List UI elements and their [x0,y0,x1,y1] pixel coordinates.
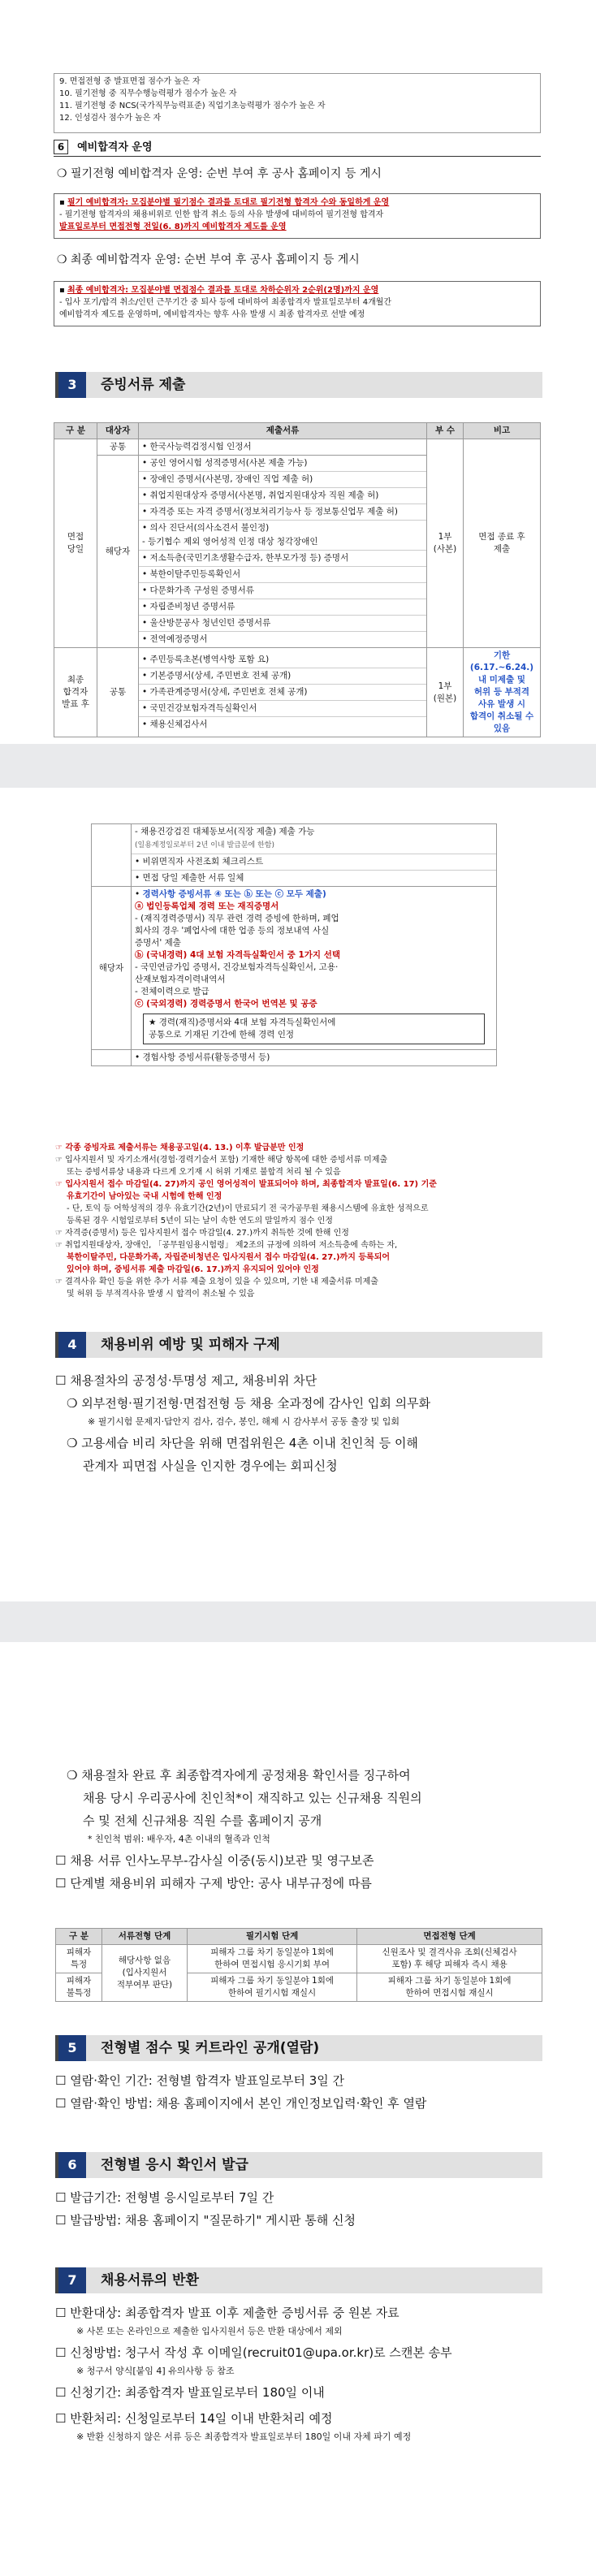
section-header-docs [55,372,542,398]
section-number: 7 [58,2267,86,2293]
notes-block: ☞ 각종 증빙자료 제출서류는 채용공고일(4. 13.) 이후 발급분만 인정 ☞ 입사지원서 및 자기소개서(경험·경력기술서 포함) 기재한 해당 항목에 대한 증빙서류 미제출 또는 증빙서류상 내용과 다르게 오기재 시 허위 기재로 불합격 처리 될 수 있음 ☞ 입사지원서 접수 마감일(4. 27)까지 공인 영어성적이 발표되어야 하며, 최종합격자 발표일(6. 17) 기준 유효기간이 남아있는 국내 시험에 한해 인정 - 단, 토익 등 어학성적의 경우 유효기간(2년)이 만료되기 전 국가공무원 채용시스템에 유효한 성적으로 등록된 경우 시험일로부터 5년이 되는 날이 속한 연도의 말일까지 점수 인정 ☞ 자격증(증명서) 등은 입사지원서 접수 마감일(4. 27.)까지 취득한 것에 한해 인정 ☞ 취업지원대상자, 장애인, 「공무원임용시험령」 제2조의 규정에 의하여 저소득층에 속하는 자, 북한이탈주민, 다문화가족, 자립준비청년은 입사지원서 접수 마감일(4. 27.)까지 등록되어 있어야 하며, 증빙서류 제출 마감일(6. 17.)까지 유지되어 있어야 인정 ☞ 결격사유 확인 등을 위한 추가 서류 제출 요청이 있을 수 있으며, 기한 내 제출서류 미제출 및 허위 등 부적격사유 발생 시 합격이 취소될 수 있음 [55,1143,437,1299]
table-header-row: 구 분 서류전형 단계 필기시험 단계 면접전형 단계 [56,1929,542,1945]
checkbox-icon: ☐ [55,1876,71,1891]
page-gap [0,744,596,788]
section-header-return [55,2267,542,2293]
table-row: 피해자 불특정 피해자 그룹 차기 동일분야 1회에 한하여 필기시험 재실시 피해자 그룹 차기 동일분야 1회에 한하여 면접시험 재실시 [56,1973,542,2002]
info-box: ▪ 최종 예비합격자: 모집분야별 면접점수 결과를 토대로 차하순위자 2순위(2명)까지 운영 - 입사 포기/합격 취소/인턴 근무기간 중 퇴사 등에 대비하여 최종합격자 발표일로부터 4개월간 예비합격자 제도를 운영하며, 예비합격자는 향후 사유 발생 시 최종 합격자로 선발 예정 [54,281,541,326]
checkbox-icon: ☐ [55,2385,71,2400]
section-number: 4 [58,1332,86,1358]
section-header-cert [55,2152,542,2178]
open-content: ☐ 열람·확인 기간: 전형별 합격자 발표일로부터 3일 간 ☐ 열람·확인 방법: 채용 홈페이지에서 본인 개인정보입력·확인 후 열람 [55,2073,427,2111]
circle-bullet-icon: ❍ [57,253,67,266]
arrow-icon: ▪ [59,198,67,207]
circle-bullet-icon: ❍ [67,1436,82,1450]
page-1 [0,0,596,422]
prevent-content-2: ❍ 채용절차 완료 후 최종합격자에게 공정채용 확인서를 징구하여 채용 당시 우리공사에 친인척*이 재직하고 있는 신규채용 직원의 수 및 전체 신규채용 직원 수를 홈페이지 공개 * 친인척 범위: 배우자, 4촌 이내의 혈족과 인척 ☐ 채용 서류 인사노무부-감사실 이중(동시)보관 및 영구보존 ☐ 단계별 채용비위 피해자 구제 방안: 공사 내부규정에 따름 [55,1768,422,1891]
checkbox-icon: ☐ [55,2345,71,2360]
star-note: ★ 경력(재직)증명서와 4대 보험 자격득실확인서에 공통으로 기재된 기간에 한해 경력 인정 [143,1014,485,1044]
info-box: ▪ 필기 예비합격자: 모집분야별 필기점수 결과를 토대로 필기전형 합격자 수와 동일하게 운영 - 필기전형 합격자의 채용비위로 인한 합격 취소 등의 사유 발생에 대비하여 필기전형 합격자 발표일로부터 면접전형 전일(6. 8)까지 예비합격자 제도를 운영 [54,193,541,239]
circle-bullet-icon: ❍ [57,167,67,180]
documents-table-continued [91,823,497,1066]
section-number: 6 [54,140,68,154]
checkbox-icon: ☐ [55,2411,71,2426]
section-number: 5 [58,2035,86,2061]
section-header-prevent [55,1332,542,1358]
tiebreak-list [54,73,541,133]
page-gap [0,1601,596,1642]
list-item: 12. 인성검사 점수가 높은 자 [59,114,162,123]
section-header-reserve [54,138,541,157]
prevent-content: ☐ 채용절차의 공정성·투명성 제고, 채용비위 차단 ❍ 외부전형·필기전형·면접전형 등 채용 全과정에 감사인 입회 의무화 ※ 필기시험 문제지·답안지 검사, 검수, 봉인, 해제 시 감사부서 공동 출장 및 입회 ❍ 고용세습 비리 차단을 위해 면접위원은 4촌 이내 친인척 등 이해 관계자 피면접 사실을 인지한 경우에는 회피신청 [55,1373,431,1473]
checkbox-icon: ☐ [55,2213,71,2228]
section-title: 채용비위 예방 및 피해자 구제 [101,1337,280,1353]
table-row: 면접 당일 공통 • 한국사능력검정시험 인정서 1부 (사본) 면접 종료 후 제출 [54,439,541,456]
section-title: 채용서류의 반환 [101,2272,199,2289]
victim-relief-table [55,1928,542,2002]
circle-bullet-icon: ❍ [67,1396,82,1411]
checkbox-icon: ☐ [55,2096,71,2111]
cert-content: ☐ 발급기간: 전형별 응시일로부터 7일 간 ☐ 발급방법: 채용 홈페이지 "질문하기" 게시판 통해 신청 [55,2190,356,2228]
checkbox-icon: ☐ [55,2190,71,2205]
table-row: 최종 합격자 발표 후 공통 • 주민등록초본(병역사항 포함 요) • 기본증명서(상세, 주민번호 전체 공개) • 가족관계증명서(상세, 주민번호 전체 공개) • 국민건강보험자격득실확인서 • 채용신체검사서 1부 (원본) 기한(6.17.~6.24.) 내 미제출 및 허위 등 부적격 사유 발생 시 합격이 취소될 수 있음 [54,648,541,737]
table-row: 해당자 • 공인 영어시험 성적증명서(사본 제출 가능) • 장애인 증명서(사본명, 장애인 직업 제출 허) • 취업지원대상자 증명서(사본명, 취업지원대상자 직원 제출 허) • 자격증 또는 자격 증명서(정보처리기능사 등 정보통신업무 제출 허) • 의사 진단서(의사소견서 불인정) - 등기협수 제외 영어성적 인정 대상 청각장애인 • 저소득층(국민기초생활수급자, 한부모가정 등) 증명서 • 북한이탈주민등록확인서 • 다문화가족 구성원 증명서류 • 자립준비청년 증명서류 • 울산방문공사 청년인턴 증명서류 • 전역예정증명서 [54,456,541,648]
checkbox-icon: ☐ [55,1853,71,1868]
section-header-open [55,2035,542,2061]
section-title: 전형별 응시 확인서 발급 [101,2157,248,2173]
list-item: 11. 필기전형 중 NCS(국가직무능력표준) 직업기초능력평가 점수가 높은 자 [59,102,326,110]
page-1b [0,422,596,744]
checkbox-icon: ☐ [55,2073,71,2088]
page-3 [0,1642,596,2576]
section-number: 6 [58,2152,86,2178]
arrow-icon: ▪ [59,286,67,295]
return-content: ☐ 반환대상: 최종합격자 발표 이후 제출한 증빙서류 중 원본 자료 ※ 사본 또는 온라인으로 제출한 입사지원서 등은 반환 대상에서 제외 ☐ 신청방법: 청구서 작성 후 이메일(recruit01@upa.or.kr)로 스캔본 송부 ※ 청구서 양식[붙임 4] 유의사항 등 참조 ☐ 신청기간: 최종합격자 발표일로부터 180일 이내 ☐ 반환처리: 신청일로부터 14일 이내 반환처리 예정 ※ 반환 신청하지 않은 서류 등은 최종합격자 발표일로부터 180일 이내 자체 파기 예정 [55,2306,452,2442]
table-row: - 채용건강검진 대체동보서(직장 제출) 제출 가능 (일용계정일로부터 2년 이내 발급분에 한함) • 비위면직자 사전조회 체크리스트 • 면접 당일 제출한 서류 일체 [92,824,497,887]
documents-table [54,422,541,737]
table-header-row: 구 분 대상자 제출서류 부 수 비고 [54,423,541,439]
table-row: • 경험사항 증빙서류(활동증명서 등) [92,1050,497,1066]
table-row: 피해자 특정 해당사항 없음 (입사지원서 적부여부 판단) 피해자 그룹 차기 동일분야 1회에 한하여 면접시험 응시기회 부여 신원조사 및 결격사유 조회(신체검사 포함) 후 해당 피해자 즉시 채용 [56,1945,542,1973]
list-item: 9. 면접전형 중 발표면접 점수가 높은 자 [59,77,201,86]
section-title: 예비합격자 운영 [77,141,153,153]
section-number: 3 [58,372,86,398]
checkbox-icon: ☐ [55,2306,71,2320]
page-2 [0,788,596,1601]
circle-bullet-icon: ❍ [67,1768,82,1783]
section-title: 증빙서류 제출 [101,377,186,393]
section-title: 전형별 점수 및 커트라인 공개(열람) [101,2040,320,2056]
list-item: 10. 필기전형 중 직무수행능력평가 점수가 높은 자 [59,89,237,98]
checkbox-icon: ☐ [55,1373,71,1388]
table-row: 해당자 • 경력사항 증빙서류 ④ 또는 ⓑ 또는 ⓒ 모두 제출) ⓐ 법인등록업체 경력 또는 재직증명서 - (재직경력증명서) 직무 관련 경력 증빙에 한하며, 폐업 회사의 경우 '폐업사에 대한 업종 등의 정보내역 사실 증명서' 제출 ⓑ (국내경력) 4대 보험 자격득실확인서 중 1가지 선택 - 국민연금가입 증명서, 건강보험자격득실확인서, 고용· 산재보험자격이력내역서 - 전체이력으로 발급 ⓒ (국외경력) 경력증명서 한국어 번역본 및 공증 ★ 경력(재직)증명서와 4대 보험 자격득실확인서에 공통으로 기재된 기간에 한해 경력 인정 [92,887,497,1050]
bullet-item: ❍ 최종 예비합격자 운영: 순번 부여 후 공사 홈페이지 등 게시 [57,253,360,266]
bullet-item: ❍ 필기전형 예비합격자 운영: 순번 부여 후 공사 홈페이지 등 게시 [57,167,382,180]
